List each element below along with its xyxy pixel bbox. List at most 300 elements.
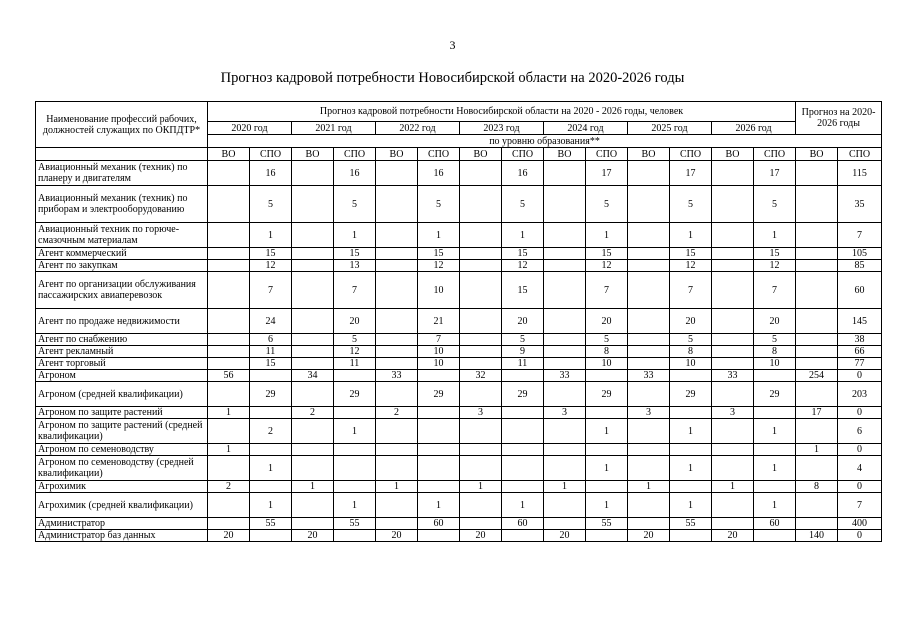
value-cell bbox=[544, 248, 586, 260]
value-cell: 4 bbox=[838, 456, 882, 481]
value-cell: 1 bbox=[250, 456, 292, 481]
value-cell: 33 bbox=[376, 370, 418, 382]
value-cell: 13 bbox=[334, 260, 376, 272]
year-header: 2026 год bbox=[712, 122, 796, 135]
value-cell: 5 bbox=[334, 334, 376, 346]
value-cell bbox=[712, 309, 754, 334]
value-cell: 7 bbox=[250, 272, 292, 309]
value-cell: 2 bbox=[208, 481, 250, 493]
value-cell: 20 bbox=[460, 530, 502, 542]
level-header-vo: ВО bbox=[628, 148, 670, 161]
value-cell: 20 bbox=[376, 530, 418, 542]
value-cell: 1 bbox=[208, 407, 250, 419]
table-row bbox=[36, 382, 882, 407]
value-cell bbox=[502, 444, 544, 456]
value-cell bbox=[796, 272, 838, 309]
value-cell: 11 bbox=[334, 358, 376, 370]
value-cell: 29 bbox=[334, 382, 376, 407]
value-cell: 2 bbox=[292, 407, 334, 419]
value-cell bbox=[796, 346, 838, 358]
value-cell: 1 bbox=[796, 444, 838, 456]
value-cell: 3 bbox=[628, 407, 670, 419]
value-cell: 11 bbox=[502, 358, 544, 370]
value-cell bbox=[250, 481, 292, 493]
value-cell bbox=[376, 186, 418, 223]
value-cell bbox=[796, 161, 838, 186]
profession-name-cell: Агроном по семеноводству (средней квалификации) bbox=[36, 456, 208, 481]
profession-name-cell: Агент по продаже недвижимости bbox=[36, 309, 208, 334]
value-cell bbox=[460, 518, 502, 530]
value-cell bbox=[208, 334, 250, 346]
value-cell: 145 bbox=[838, 309, 882, 334]
value-cell: 12 bbox=[586, 260, 628, 272]
value-cell bbox=[712, 186, 754, 223]
value-cell bbox=[418, 370, 460, 382]
value-cell bbox=[250, 370, 292, 382]
value-cell: 16 bbox=[334, 161, 376, 186]
value-cell bbox=[628, 419, 670, 444]
value-cell: 5 bbox=[586, 334, 628, 346]
value-cell bbox=[460, 382, 502, 407]
value-cell bbox=[628, 223, 670, 248]
value-cell bbox=[628, 272, 670, 309]
value-cell bbox=[250, 530, 292, 542]
level-header-vo: ВО bbox=[376, 148, 418, 161]
value-cell bbox=[754, 481, 796, 493]
value-cell: 17 bbox=[754, 161, 796, 186]
value-cell bbox=[376, 419, 418, 444]
value-cell bbox=[712, 382, 754, 407]
value-cell bbox=[544, 493, 586, 518]
level-header-spo: СПО bbox=[754, 148, 796, 161]
value-cell: 1 bbox=[628, 481, 670, 493]
value-cell: 1 bbox=[334, 223, 376, 248]
value-cell bbox=[292, 260, 334, 272]
value-cell bbox=[796, 334, 838, 346]
value-cell bbox=[418, 481, 460, 493]
profession-name-cell: Агрохимик (средней квалификации) bbox=[36, 493, 208, 518]
profession-name-cell: Агроном по семеноводству bbox=[36, 444, 208, 456]
profession-name-cell: Авиационный техник по горюче-смазочным материалам bbox=[36, 223, 208, 248]
value-cell bbox=[628, 456, 670, 481]
value-cell bbox=[796, 518, 838, 530]
table-row bbox=[36, 358, 882, 370]
forecast-table bbox=[35, 101, 882, 542]
value-cell bbox=[208, 493, 250, 518]
value-cell bbox=[460, 186, 502, 223]
profession-name-cell: Агроном по защите растений bbox=[36, 407, 208, 419]
value-cell bbox=[796, 223, 838, 248]
value-cell: 3 bbox=[544, 407, 586, 419]
value-cell: 16 bbox=[250, 161, 292, 186]
value-cell bbox=[460, 456, 502, 481]
value-cell: 254 bbox=[796, 370, 838, 382]
value-cell bbox=[208, 260, 250, 272]
value-cell bbox=[376, 444, 418, 456]
value-cell: 12 bbox=[754, 260, 796, 272]
value-cell: 12 bbox=[418, 260, 460, 272]
value-cell bbox=[502, 419, 544, 444]
value-cell bbox=[292, 444, 334, 456]
header-row-main bbox=[36, 102, 882, 122]
value-cell bbox=[544, 444, 586, 456]
forecast-header: Прогноз кадровой потребности Новосибирской области на 2020 - 2026 годы, человек bbox=[208, 102, 796, 122]
value-cell bbox=[460, 161, 502, 186]
value-cell bbox=[712, 223, 754, 248]
value-cell bbox=[586, 444, 628, 456]
value-cell bbox=[670, 481, 712, 493]
value-cell: 15 bbox=[418, 248, 460, 260]
value-cell bbox=[208, 248, 250, 260]
value-cell bbox=[460, 334, 502, 346]
value-cell bbox=[670, 370, 712, 382]
profession-name-cell: Авиационный механик (техник) по планеру и двигателям bbox=[36, 161, 208, 186]
value-cell bbox=[208, 346, 250, 358]
year-header: 2022 год bbox=[376, 122, 460, 135]
value-cell bbox=[502, 407, 544, 419]
value-cell bbox=[544, 272, 586, 309]
value-cell bbox=[670, 407, 712, 419]
level-header-vo: ВО bbox=[292, 148, 334, 161]
value-cell: 1 bbox=[586, 223, 628, 248]
value-cell: 55 bbox=[250, 518, 292, 530]
value-cell bbox=[712, 260, 754, 272]
level-header-vo: ВО bbox=[796, 148, 838, 161]
value-cell bbox=[712, 444, 754, 456]
value-cell: 15 bbox=[754, 248, 796, 260]
profession-name-cell: Агроном по защите растений (средней квалификации) bbox=[36, 419, 208, 444]
value-cell: 15 bbox=[250, 358, 292, 370]
value-cell: 55 bbox=[586, 518, 628, 530]
value-cell bbox=[376, 382, 418, 407]
profession-name-cell: Агроном (средней квалификации) bbox=[36, 382, 208, 407]
value-cell: 2 bbox=[376, 407, 418, 419]
value-cell bbox=[292, 309, 334, 334]
value-cell: 0 bbox=[838, 481, 882, 493]
year-header: 2023 год bbox=[460, 122, 544, 135]
value-cell bbox=[712, 518, 754, 530]
value-cell bbox=[376, 248, 418, 260]
level-header-spo: СПО bbox=[586, 148, 628, 161]
table-row bbox=[36, 481, 882, 493]
level-header-vo: ВО bbox=[712, 148, 754, 161]
value-cell bbox=[334, 456, 376, 481]
value-cell: 105 bbox=[838, 248, 882, 260]
table-row bbox=[36, 407, 882, 419]
value-cell bbox=[460, 444, 502, 456]
value-cell bbox=[334, 530, 376, 542]
value-cell: 1 bbox=[754, 456, 796, 481]
page-number: 3 bbox=[449, 38, 456, 52]
value-cell: 1 bbox=[250, 223, 292, 248]
table-row bbox=[36, 260, 882, 272]
total-forecast-header: Прогноз на 2020-2026 годы bbox=[796, 102, 882, 135]
value-cell bbox=[292, 358, 334, 370]
table-row bbox=[36, 456, 882, 481]
value-cell bbox=[712, 493, 754, 518]
value-cell bbox=[796, 260, 838, 272]
value-cell: 29 bbox=[250, 382, 292, 407]
value-cell: 1 bbox=[754, 493, 796, 518]
value-cell bbox=[712, 346, 754, 358]
level-header-spo: СПО bbox=[502, 148, 544, 161]
level-header-spo: СПО bbox=[838, 148, 882, 161]
value-cell: 20 bbox=[586, 309, 628, 334]
value-cell bbox=[334, 444, 376, 456]
document-title: Прогноз кадровой потребности Новосибирской области на 2020-2026 годы bbox=[220, 70, 685, 86]
value-cell bbox=[418, 419, 460, 444]
table-row bbox=[36, 530, 882, 542]
value-cell: 1 bbox=[502, 493, 544, 518]
value-cell bbox=[754, 444, 796, 456]
value-cell bbox=[796, 382, 838, 407]
value-cell bbox=[712, 161, 754, 186]
value-cell: 20 bbox=[544, 530, 586, 542]
level-header-spo: СПО bbox=[670, 148, 712, 161]
value-cell: 10 bbox=[418, 346, 460, 358]
value-cell: 5 bbox=[670, 186, 712, 223]
profession-name-header: Наименование профессий рабочих, должностей служащих по ОКПДТР* bbox=[36, 102, 208, 148]
table-row bbox=[36, 186, 882, 223]
value-cell: 1 bbox=[334, 493, 376, 518]
value-cell: 33 bbox=[712, 370, 754, 382]
value-cell bbox=[796, 186, 838, 223]
value-cell: 1 bbox=[208, 444, 250, 456]
year-header: 2021 год bbox=[292, 122, 376, 135]
value-cell: 1 bbox=[250, 493, 292, 518]
profession-name-cell: Агент торговый bbox=[36, 358, 208, 370]
value-cell bbox=[418, 444, 460, 456]
value-cell: 400 bbox=[838, 518, 882, 530]
value-cell: 0 bbox=[838, 370, 882, 382]
value-cell bbox=[460, 272, 502, 309]
value-cell bbox=[796, 419, 838, 444]
table-row bbox=[36, 161, 882, 186]
value-cell bbox=[292, 272, 334, 309]
profession-name-cell: Агент по снабжению bbox=[36, 334, 208, 346]
value-cell bbox=[208, 186, 250, 223]
value-cell: 7 bbox=[838, 223, 882, 248]
value-cell bbox=[544, 382, 586, 407]
value-cell bbox=[208, 382, 250, 407]
value-cell: 0 bbox=[838, 444, 882, 456]
value-cell: 5 bbox=[502, 186, 544, 223]
value-cell bbox=[628, 334, 670, 346]
table-row bbox=[36, 444, 882, 456]
value-cell bbox=[586, 481, 628, 493]
value-cell bbox=[628, 346, 670, 358]
value-cell: 16 bbox=[502, 161, 544, 186]
level-header-vo: ВО bbox=[460, 148, 502, 161]
value-cell bbox=[502, 456, 544, 481]
value-cell bbox=[292, 419, 334, 444]
value-cell: 1 bbox=[418, 223, 460, 248]
value-cell bbox=[460, 248, 502, 260]
value-cell bbox=[208, 161, 250, 186]
value-cell: 55 bbox=[334, 518, 376, 530]
value-cell bbox=[208, 419, 250, 444]
level-header-vo: ВО bbox=[544, 148, 586, 161]
value-cell bbox=[544, 518, 586, 530]
value-cell bbox=[208, 518, 250, 530]
value-cell: 5 bbox=[754, 186, 796, 223]
value-cell bbox=[334, 407, 376, 419]
value-cell bbox=[334, 370, 376, 382]
value-cell: 10 bbox=[670, 358, 712, 370]
value-cell: 33 bbox=[628, 370, 670, 382]
value-cell bbox=[544, 456, 586, 481]
value-cell: 85 bbox=[838, 260, 882, 272]
table-row bbox=[36, 334, 882, 346]
value-cell bbox=[628, 309, 670, 334]
value-cell: 1 bbox=[670, 223, 712, 248]
value-cell: 1 bbox=[670, 419, 712, 444]
value-cell: 1 bbox=[670, 456, 712, 481]
value-cell bbox=[544, 419, 586, 444]
value-cell bbox=[586, 407, 628, 419]
value-cell bbox=[544, 223, 586, 248]
value-cell bbox=[502, 481, 544, 493]
value-cell: 7 bbox=[418, 334, 460, 346]
value-cell: 1 bbox=[754, 223, 796, 248]
value-cell bbox=[292, 518, 334, 530]
value-cell bbox=[376, 223, 418, 248]
value-cell bbox=[586, 530, 628, 542]
value-cell bbox=[208, 223, 250, 248]
value-cell bbox=[796, 493, 838, 518]
value-cell: 5 bbox=[334, 186, 376, 223]
value-cell bbox=[502, 370, 544, 382]
value-cell bbox=[292, 382, 334, 407]
value-cell bbox=[544, 346, 586, 358]
value-cell bbox=[796, 456, 838, 481]
value-cell: 1 bbox=[712, 481, 754, 493]
table-row bbox=[36, 518, 882, 530]
value-cell bbox=[208, 358, 250, 370]
value-cell: 56 bbox=[208, 370, 250, 382]
value-cell bbox=[796, 309, 838, 334]
value-cell bbox=[628, 444, 670, 456]
value-cell: 55 bbox=[670, 518, 712, 530]
table-row bbox=[36, 370, 882, 382]
value-cell bbox=[460, 346, 502, 358]
value-cell bbox=[208, 309, 250, 334]
profession-name-cell: Агент рекламный bbox=[36, 346, 208, 358]
value-cell bbox=[544, 260, 586, 272]
value-cell bbox=[628, 358, 670, 370]
value-cell bbox=[418, 456, 460, 481]
value-cell: 20 bbox=[334, 309, 376, 334]
value-cell: 15 bbox=[502, 272, 544, 309]
value-cell bbox=[460, 260, 502, 272]
value-cell: 5 bbox=[670, 334, 712, 346]
value-cell bbox=[628, 518, 670, 530]
value-cell bbox=[250, 407, 292, 419]
value-cell: 2 bbox=[250, 419, 292, 444]
value-cell bbox=[712, 358, 754, 370]
value-cell bbox=[544, 334, 586, 346]
value-cell bbox=[250, 444, 292, 456]
value-cell bbox=[544, 358, 586, 370]
value-cell: 20 bbox=[292, 530, 334, 542]
profession-name-cell: Администратор баз данных bbox=[36, 530, 208, 542]
value-cell: 17 bbox=[670, 161, 712, 186]
value-cell bbox=[628, 382, 670, 407]
profession-name-cell: Агент по закупкам bbox=[36, 260, 208, 272]
value-cell: 15 bbox=[670, 248, 712, 260]
value-cell: 10 bbox=[418, 272, 460, 309]
education-level-header: по уровню образования** bbox=[208, 135, 882, 148]
value-cell: 21 bbox=[418, 309, 460, 334]
value-cell bbox=[208, 456, 250, 481]
profession-name-cell: Агент по организации обслуживания пассажирских авиаперевозок bbox=[36, 272, 208, 309]
profession-name-cell: Агроном bbox=[36, 370, 208, 382]
value-cell bbox=[628, 260, 670, 272]
value-cell: 3 bbox=[460, 407, 502, 419]
table-row bbox=[36, 248, 882, 260]
table-row bbox=[36, 346, 882, 358]
value-cell: 38 bbox=[838, 334, 882, 346]
value-cell: 60 bbox=[838, 272, 882, 309]
value-cell: 1 bbox=[334, 419, 376, 444]
value-cell: 12 bbox=[250, 260, 292, 272]
value-cell: 0 bbox=[838, 407, 882, 419]
value-cell: 66 bbox=[838, 346, 882, 358]
value-cell bbox=[670, 530, 712, 542]
value-cell: 1 bbox=[754, 419, 796, 444]
value-cell: 8 bbox=[754, 346, 796, 358]
value-cell: 35 bbox=[838, 186, 882, 223]
value-cell: 9 bbox=[502, 346, 544, 358]
profession-name-cell: Агрохимик bbox=[36, 481, 208, 493]
year-header: 2025 год bbox=[628, 122, 712, 135]
table-row bbox=[36, 272, 882, 309]
value-cell: 20 bbox=[754, 309, 796, 334]
value-cell: 8 bbox=[796, 481, 838, 493]
value-cell: 5 bbox=[418, 186, 460, 223]
value-cell: 77 bbox=[838, 358, 882, 370]
value-cell: 29 bbox=[502, 382, 544, 407]
value-cell: 60 bbox=[418, 518, 460, 530]
value-cell bbox=[502, 530, 544, 542]
value-cell: 24 bbox=[250, 309, 292, 334]
table-row bbox=[36, 223, 882, 248]
value-cell: 1 bbox=[586, 419, 628, 444]
value-cell: 16 bbox=[418, 161, 460, 186]
value-cell: 7 bbox=[754, 272, 796, 309]
value-cell: 6 bbox=[250, 334, 292, 346]
value-cell: 15 bbox=[586, 248, 628, 260]
table-row bbox=[36, 419, 882, 444]
value-cell bbox=[292, 334, 334, 346]
value-cell bbox=[376, 272, 418, 309]
value-cell bbox=[712, 419, 754, 444]
value-cell: 29 bbox=[754, 382, 796, 407]
value-cell: 1 bbox=[586, 456, 628, 481]
value-cell bbox=[712, 248, 754, 260]
value-cell bbox=[628, 493, 670, 518]
value-cell: 1 bbox=[502, 223, 544, 248]
value-cell: 5 bbox=[250, 186, 292, 223]
value-cell bbox=[460, 493, 502, 518]
value-cell: 5 bbox=[586, 186, 628, 223]
value-cell: 12 bbox=[502, 260, 544, 272]
value-cell: 11 bbox=[250, 346, 292, 358]
value-cell bbox=[754, 407, 796, 419]
year-header: 2024 год bbox=[544, 122, 628, 135]
value-cell bbox=[376, 161, 418, 186]
value-cell bbox=[292, 493, 334, 518]
